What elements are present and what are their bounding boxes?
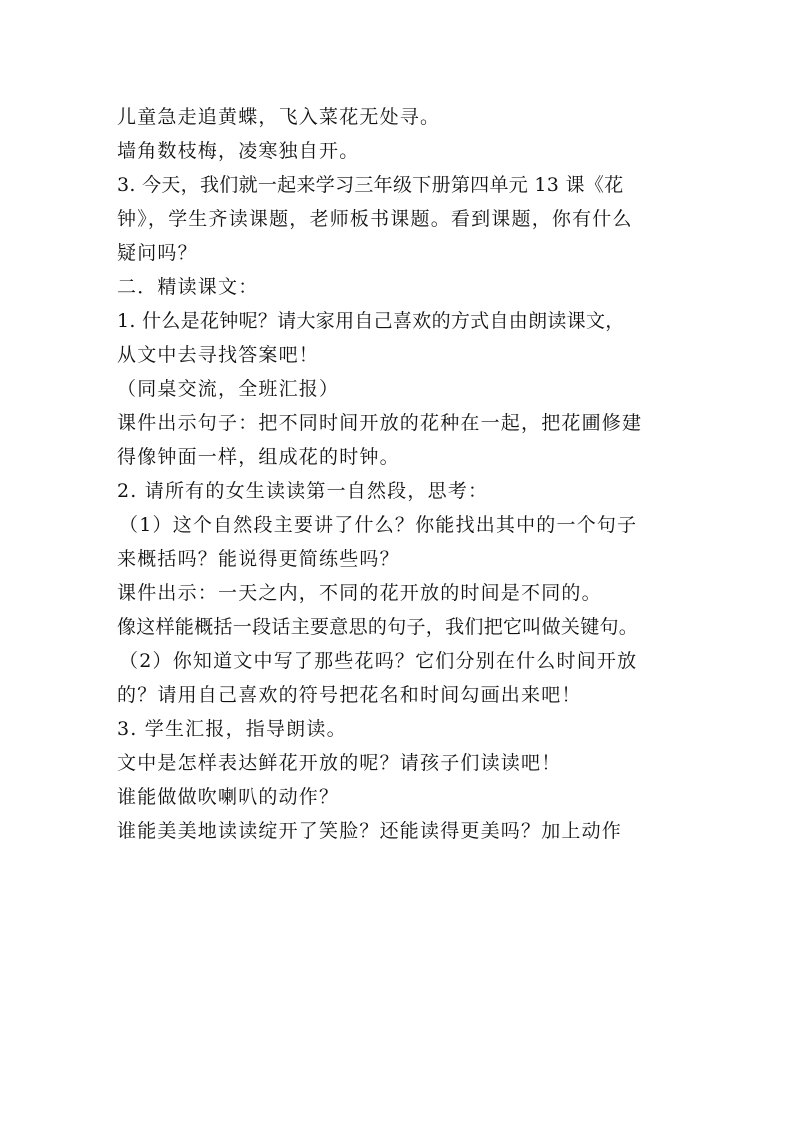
text-line-19: 3. 学生汇报，指导朗读。 xyxy=(117,718,347,740)
text-line-8: 从文中去寻找答案吧！ xyxy=(117,344,320,366)
text-line-4: 钟》，学生齐读课题，老师板书课题。看到课题，你有什么 xyxy=(117,208,633,230)
text-line-10: 课件出示句子：把不同时间开放的花种在一起，把花圃修建 xyxy=(117,412,643,434)
text-line-20: 文中是怎样表达鲜花开放的呢？请孩子们读读吧！ xyxy=(117,752,562,774)
text-line-22: 谁能美美地读读绽开了笑脸？还能读得更美吗？加上动作 xyxy=(117,820,623,842)
text-line-12: 2. 请所有的女生读读第一自然段，思考： xyxy=(117,480,489,502)
text-line-2: 墙角数枝梅，凌寒独自开。 xyxy=(117,140,360,162)
text-line-3: 3. 今天，我们就一起来学习三年级下册第四单元 13 课《花 xyxy=(117,174,624,196)
text-line-21: 谁能做做吹喇叭的动作？ xyxy=(117,786,340,808)
text-line-7: 1. 什么是花钟呢？请大家用自己喜欢的方式自由朗读课文， xyxy=(117,310,625,332)
text-line-18: 的？请用自己喜欢的符号把花名和时间勾画出来吧！ xyxy=(117,684,582,706)
text-line-1: 儿童急走追黄蝶，飞入菜花无处寻。 xyxy=(117,106,441,128)
text-line-14: 来概括吗？能说得更简练些吗？ xyxy=(117,548,400,570)
document-body xyxy=(117,100,682,848)
text-line-17: （2）你知道文中写了那些花吗？它们分别在什么时间开放 xyxy=(119,650,638,672)
text-line-5: 疑问吗？ xyxy=(117,242,198,264)
text-line-15: 课件出示：一天之内，不同的花开放的时间是不同的。 xyxy=(117,582,602,604)
text-line-11: 得像钟面一样，组成花的时钟。 xyxy=(117,446,400,468)
text-line-16: 像这样能概括一段话主要意思的句子，我们把它叫做关键句。 xyxy=(117,616,639,638)
section-heading: 二．精读课文： xyxy=(117,276,259,298)
text-line-9: （同桌交流，全班汇报） xyxy=(117,378,340,400)
text-line-13: （1）这个自然段主要讲了什么？你能找出其中的一个句子 xyxy=(119,514,638,536)
